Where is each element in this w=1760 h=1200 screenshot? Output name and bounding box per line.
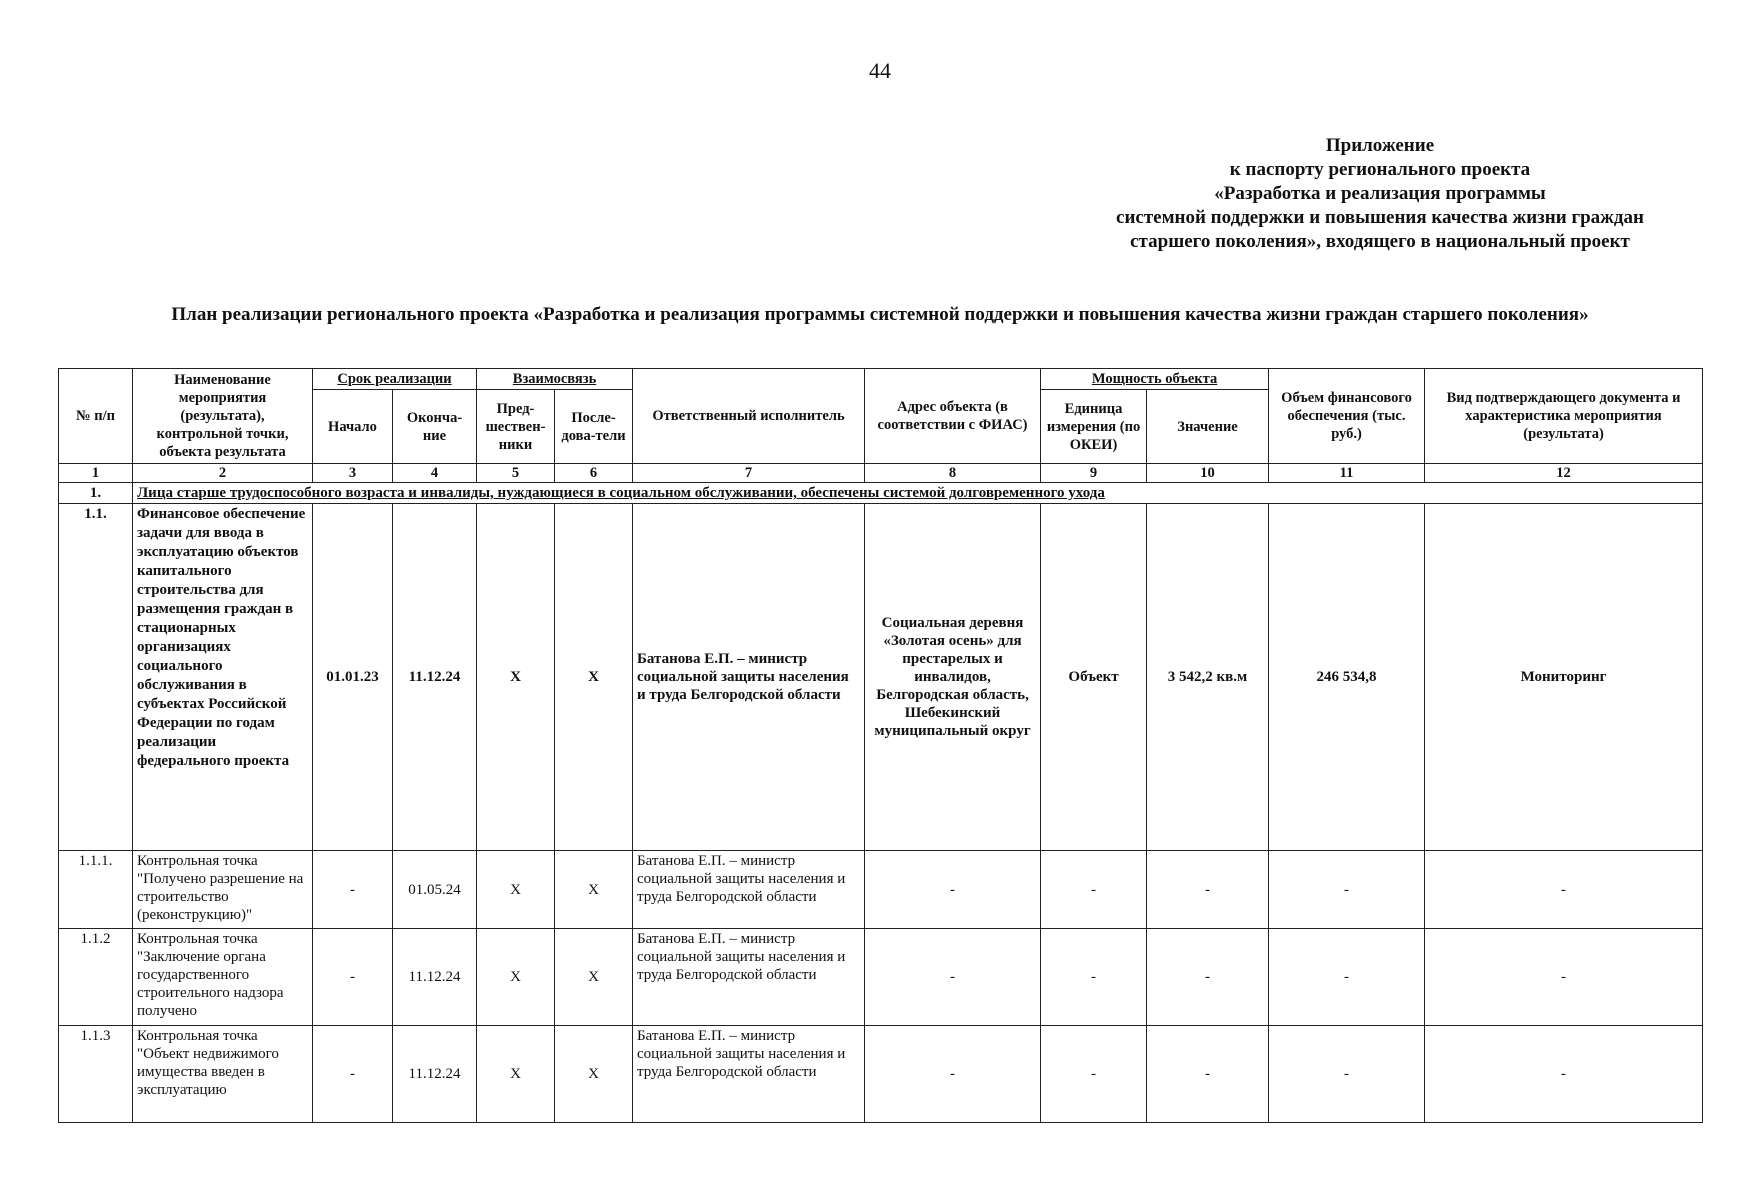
section-title: Лица старше трудоспособного возраста и инвалиды, нуждающиеся в социальном обслуживании, обеспечены системой долговременного ухода xyxy=(133,483,1703,504)
row-document: Мониторинг xyxy=(1425,504,1703,851)
appendix-line: системной поддержки и повышения качества жизни граждан xyxy=(1116,207,1644,228)
row-unit: - xyxy=(1041,851,1147,929)
header-document: Вид подтверждающего документа и характеристика мероприятия (результата) xyxy=(1425,369,1703,464)
header-start: Начало xyxy=(313,390,393,464)
header-name: Наименование мероприятия (результата), контрольной точки, объекта результата xyxy=(133,369,313,464)
row-end: 11.12.24 xyxy=(393,504,477,851)
row-num: 1.1.2 xyxy=(59,929,133,1026)
column-number: 4 xyxy=(393,464,477,483)
row-funding: 246 534,8 xyxy=(1269,504,1425,851)
row-successors: X xyxy=(555,851,633,929)
row-end: 11.12.24 xyxy=(393,929,477,1026)
column-number: 6 xyxy=(555,464,633,483)
appendix-line: к паспорту регионального проекта xyxy=(1229,159,1531,180)
row-document: - xyxy=(1425,851,1703,929)
row-unit: - xyxy=(1041,1026,1147,1123)
row-num: 1.1.3 xyxy=(59,1026,133,1123)
row-end: 01.05.24 xyxy=(393,851,477,929)
plan-table xyxy=(58,368,1703,1123)
table-row-control-point xyxy=(59,929,1703,1026)
row-funding: - xyxy=(1269,929,1425,1026)
header-num: № п/п xyxy=(59,369,133,464)
row-address: - xyxy=(865,851,1041,929)
row-address: Социальная деревня «Золотая осень» для престарелых и инвалидов, Белгородская область, Шебекинский муниципальный округ xyxy=(865,504,1041,851)
table-row-control-point xyxy=(59,1026,1703,1123)
header-capacity-group: Мощность объекта xyxy=(1041,369,1269,390)
row-successors: X xyxy=(555,929,633,1026)
column-number: 2 xyxy=(133,464,313,483)
row-num: 1.1. xyxy=(59,504,133,851)
table-row-main xyxy=(59,504,1703,851)
header-unit: Единица измерения (по ОКЕИ) xyxy=(1041,390,1147,464)
row-successors: X xyxy=(555,504,633,851)
table-row-control-point xyxy=(59,851,1703,929)
row-funding: - xyxy=(1269,851,1425,929)
row-value: 3 542,2 кв.м xyxy=(1147,504,1269,851)
column-number: 1 xyxy=(59,464,133,483)
row-responsible: Батанова Е.П. – министр социальной защиты населения и труда Белгородской области xyxy=(633,504,865,851)
column-number: 3 xyxy=(313,464,393,483)
column-number: 7 xyxy=(633,464,865,483)
column-number: 10 xyxy=(1147,464,1269,483)
row-unit: Объект xyxy=(1041,504,1147,851)
row-responsible: Батанова Е.П. – министр социальной защиты населения и труда Белгородской области xyxy=(633,1026,865,1123)
appendix-header xyxy=(1030,134,1730,254)
header-end: Оконча-ние xyxy=(393,390,477,464)
plan-title: План реализации регионального проекта «Разработка и реализация программы системной поддержки и повышения качества жизни граждан старшего поколения» xyxy=(171,304,1589,325)
row-predecessors: X xyxy=(477,929,555,1026)
column-number: 5 xyxy=(477,464,555,483)
row-responsible: Батанова Е.П. – министр социальной защиты населения и труда Белгородской области xyxy=(633,929,865,1026)
row-name: Контрольная точка "Объект недвижимого имущества введен в эксплуатацию xyxy=(133,1026,313,1123)
row-predecessors: X xyxy=(477,504,555,851)
column-number: 12 xyxy=(1425,464,1703,483)
column-number: 8 xyxy=(865,464,1041,483)
appendix-line: «Разработка и реализация программы xyxy=(1214,183,1546,204)
row-end: 11.12.24 xyxy=(393,1026,477,1123)
row-document: - xyxy=(1425,1026,1703,1123)
header-period-group: Срок реализации xyxy=(313,369,477,390)
header-predecessors: Пред-шествен-ники xyxy=(477,390,555,464)
row-responsible: Батанова Е.П. – министр социальной защиты населения и труда Белгородской области xyxy=(633,851,865,929)
row-address: - xyxy=(865,1026,1041,1123)
row-unit: - xyxy=(1041,929,1147,1026)
row-start: 01.01.23 xyxy=(313,504,393,851)
column-number: 9 xyxy=(1041,464,1147,483)
appendix-line: Приложение xyxy=(1325,135,1435,156)
row-funding: - xyxy=(1269,1026,1425,1123)
row-name: Контрольная точка "Получено разрешение на строительство (реконструкцию)" xyxy=(133,851,313,929)
header-funding: Объем финансового обеспечения (тыс. руб.) xyxy=(1269,369,1425,464)
section-row xyxy=(59,483,1703,504)
section-num: 1. xyxy=(59,483,133,504)
header-relation-group: Взаимосвязь xyxy=(477,369,633,390)
column-number: 11 xyxy=(1269,464,1425,483)
row-value: - xyxy=(1147,929,1269,1026)
page-number: 44 xyxy=(869,58,891,83)
row-num: 1.1.1. xyxy=(59,851,133,929)
row-successors: X xyxy=(555,1026,633,1123)
header-responsible: Ответственный исполнитель xyxy=(633,369,865,464)
row-name: Финансовое обеспечение задачи для ввода в эксплуатацию объектов капитального строительства для размещения граждан в стационарных организациях социального обслуживания в субъектах Российской Федерации по годам реализации федерального проекта xyxy=(133,504,313,851)
row-value: - xyxy=(1147,1026,1269,1123)
column-number-row xyxy=(59,464,1703,483)
row-predecessors: X xyxy=(477,1026,555,1123)
row-start: - xyxy=(313,851,393,929)
row-start: - xyxy=(313,1026,393,1123)
header-address: Адрес объекта (в соответствии с ФИАС) xyxy=(865,369,1041,464)
table-header-row xyxy=(59,369,1703,390)
row-document: - xyxy=(1425,929,1703,1026)
header-value: Значение xyxy=(1147,390,1269,464)
row-name: Контрольная точка "Заключение органа государственного строительного надзора получено xyxy=(133,929,313,1026)
row-address: - xyxy=(865,929,1041,1026)
row-value: - xyxy=(1147,851,1269,929)
header-successors: После-дова-тели xyxy=(555,390,633,464)
appendix-line: старшего поколения», входящего в национальный проект xyxy=(1130,231,1630,252)
row-start: - xyxy=(313,929,393,1026)
row-predecessors: X xyxy=(477,851,555,929)
